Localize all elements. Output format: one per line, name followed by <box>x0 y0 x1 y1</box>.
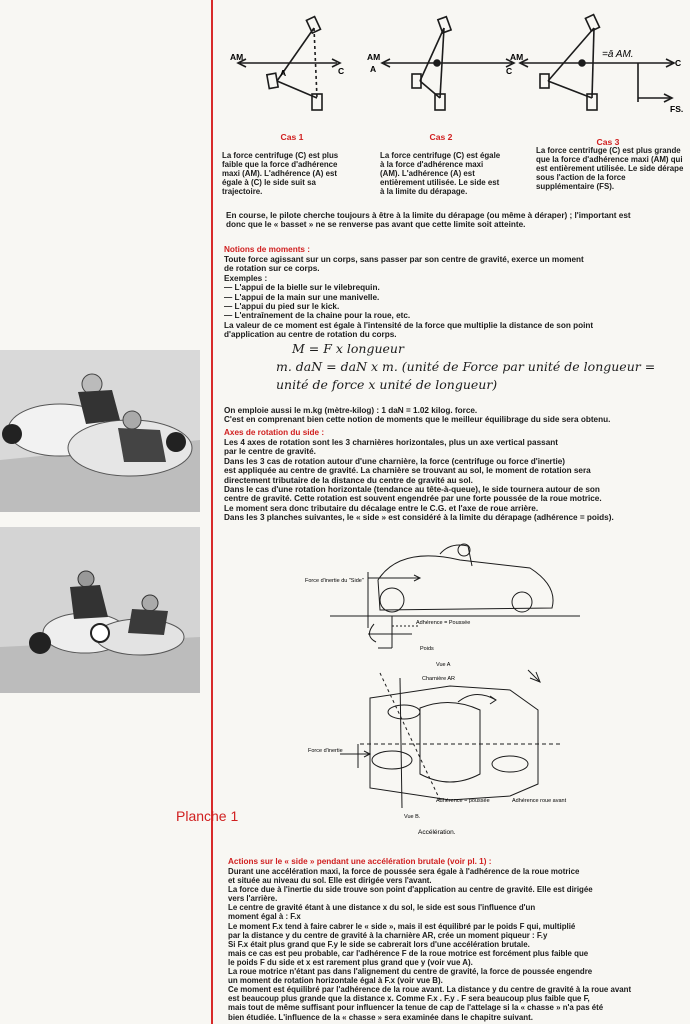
label-c-3: C <box>675 58 682 68</box>
actions-line: Si F.x était plus grand que F.y le side se cabrerait lors d'une accélération brutale. <box>228 939 530 949</box>
label-c-2: C <box>506 66 513 76</box>
label-am-3: AM <box>510 52 524 62</box>
moments-line: de rotation sur ce corps. <box>224 264 320 274</box>
moments-line: Toute force agissant sur un corps, sans passer par son centre de gravité, exerce un moment <box>224 255 584 264</box>
actions-line: par la distance y du centre de gravité à la charnière AR, crée un moment piqueur : F.y <box>228 930 548 940</box>
label-inertia-side: Force d'inertie du "Side" <box>305 578 364 584</box>
axes-line: Dans le cas d'une rotation horizontale (tendance au tête-à-queue), le side tournera autour de son <box>224 485 600 495</box>
units-line: On emploie aussi le m.kg (mètre-kilog) : 1 daN = 1.02 kilog. force. <box>224 406 478 415</box>
sidecar-photo-2 <box>0 527 200 693</box>
actions-line: mais tout de même suffisant pour influencer la tenue de cap de l'attelage si la « chasse » n'a pas été <box>228 1003 604 1013</box>
moments-line: — L'appui de la main sur une manivelle. <box>224 292 380 302</box>
label-c-1: C <box>338 66 345 76</box>
case-3-title: Cas 3 <box>596 137 620 147</box>
sidecar-racer-illustration <box>0 350 200 512</box>
label-vue-a: Vue A <box>436 662 451 668</box>
actions-line: bien étudiée. L'influence de la « chasse » sera examinée dans le chapitre suivant. <box>228 1012 533 1022</box>
label-adherence-poussee: Adhérence = Poussée <box>416 620 471 626</box>
planche-title: Planche 1 <box>176 808 239 824</box>
actions-line: Ce moment est équilibré par l'adhérence de la roue avant. La distance y du centre de gravité à la roue avant <box>228 985 632 995</box>
axes-body <box>224 438 684 523</box>
case-1-text: La force centrifuge (C) est plus faible que la force d'adhérence maxi (AM). L'adhérence (A) est égale à (C) le side suit sa trajectoire. <box>222 151 339 196</box>
sidecar-racer-illustration <box>0 527 200 693</box>
actions-line: est beaucoup plus grande que la distance x. Comme F.x . F.y . F sera beaucoup plus faible que F, <box>228 994 590 1004</box>
label-charniere-ar: Charnière AR <box>422 676 456 682</box>
units-paragraph <box>224 406 679 425</box>
actions-line: le poids F du side et x est rarement plus grand que y (voir vue A). <box>228 957 473 967</box>
intro-paragraph: En course, le pilote cherche toujours à être à la limite du dérapage (ou même à déraper) ; l'important est donc que le « basset » ne se renverse pas avant que cette limite soit atteinte. <box>226 211 631 230</box>
label-poids: Poids <box>420 646 434 652</box>
axes-heading: Axes de rotation du side : <box>224 428 325 437</box>
case-2-text: La force centrifuge (C) est égale à la force d'adhérence maxi (AM). L'adhérence (A) est entièrement utilisée. Le side est à la limite du dérapage. <box>380 151 501 196</box>
moments-body <box>224 255 669 340</box>
label-fs: FS. <box>670 104 684 114</box>
axes-line: directement tributaire de la distance du centre de gravité au sol. <box>224 475 473 485</box>
moments-line: — L'appui du pied sur le kick. <box>224 302 340 312</box>
moments-line: d'application au centre de rotation du corps. <box>224 330 397 340</box>
technical-drawing <box>300 538 590 838</box>
case-2-title: Cas 2 <box>429 132 453 142</box>
actions-line: Le centre de gravité étant à une distance x du sol, le side est sous l'influence d'un <box>228 903 536 913</box>
moments-line: — L'entraînement de la chaine pour la roue, etc. <box>224 311 411 321</box>
actions-line: La force due à l'inertie du side trouve son point d'application au centre de gravité. Elle est dirigée <box>228 885 593 895</box>
label-force-inertie: Force d'inertie <box>308 748 343 754</box>
actions-line: et située au niveau du sol. Elle est dirigée vers l'avant. <box>228 876 432 886</box>
actions-line: moment égal à : F.x <box>228 912 301 922</box>
axes-line: Dans les 3 planches suivantes, le « side » est considéré à la limite du dérapage (adhérence = poids). <box>224 513 614 523</box>
label-acceleration: Accélération. <box>418 829 456 836</box>
actions-body <box>228 867 686 1022</box>
moments-line: — L'appui de la bielle sur le vilebrequin. <box>224 283 380 293</box>
axes-line: centre de gravité. Cette rotation est souvent engendrée par une forte poussée de la roue motrice. <box>224 494 602 504</box>
actions-heading: Actions sur le « side » pendant une accélération brutale (voir pl. 1) : <box>228 857 492 866</box>
moments-heading: Notions de moments : <box>224 245 310 254</box>
label-eq: =ā AM. <box>602 49 634 60</box>
formula-line-1: M = F x longueur <box>292 341 404 356</box>
label-vue-b: Vue B. <box>404 814 421 820</box>
sidecar-photo-1 <box>0 350 200 512</box>
case-3-text: La force centrifuge (C) est plus grande que la force d'adhérence maxi (AM) qui est entièrement utilisée. Le side dérape sous l'action de la force supplémentaire (FS). <box>536 146 684 191</box>
actions-line: Durant une accélération maxi, la force de poussée sera égale à l'adhérence de la roue motrice <box>228 867 580 876</box>
actions-line: La roue motrice n'étant pas dans l'alignement du centre de gravité, la force de poussée engendre <box>228 967 593 977</box>
axes-line: est appliquée au centre de gravité. La charnière se trouvant au sol, le moment de rotation sera <box>224 466 591 476</box>
label-a-2: A <box>370 64 377 74</box>
moments-line: La valeur de ce moment est égale à l'intensité de la force que multiplie la distance de son point <box>224 320 594 330</box>
case-1-title: Cas 1 <box>280 132 304 142</box>
actions-line: vers l'arrière. <box>228 894 278 904</box>
axes-line: Les 4 axes de rotation sont les 3 charnières horizontales, plus un axe vertical passant <box>224 438 558 447</box>
label-adherence-poussee-b: Adhérence = poussée <box>436 798 490 804</box>
axes-line: par le centre de gravité. <box>224 447 316 457</box>
actions-line: mais ce cas est peu probable, car l'adhérence F de la roue motrice est forcément plus faible que <box>228 948 589 958</box>
label-am-1: AM <box>230 52 244 62</box>
moments-line: Exemples : <box>224 273 268 283</box>
actions-line: Le moment F.x tend à faire cabrer le « side », mais il est équilibré par le poids F qui, multiplié <box>228 921 576 931</box>
actions-line: un moment de rotation horizontale égal à F.x (voir vue B). <box>228 976 443 986</box>
red-margin-rule <box>211 0 213 1024</box>
formula-line-2: m. daN = daN x m. (unité de Force par unité de longueur = <box>276 359 656 374</box>
force-diagrams <box>222 8 688 118</box>
units-line: C'est en comprenant bien cette notion de moments que le meilleur équilibrage du side sera obtenu. <box>224 415 611 425</box>
axes-line: Dans les 3 cas de rotation autour d'une charnière, la force (centrifuge ou force d'inertie) <box>224 456 566 466</box>
formula-line-3: unité de force x unité de longueur) <box>276 377 498 392</box>
label-a-1: A <box>280 68 287 78</box>
axes-line: Le moment sera donc tributaire du décalage entre le C.G. et l'axe de roue arrière. <box>224 503 539 513</box>
label-am-2: AM <box>367 52 381 62</box>
label-adherence-roue-avant: Adhérence roue avant <box>512 798 567 804</box>
